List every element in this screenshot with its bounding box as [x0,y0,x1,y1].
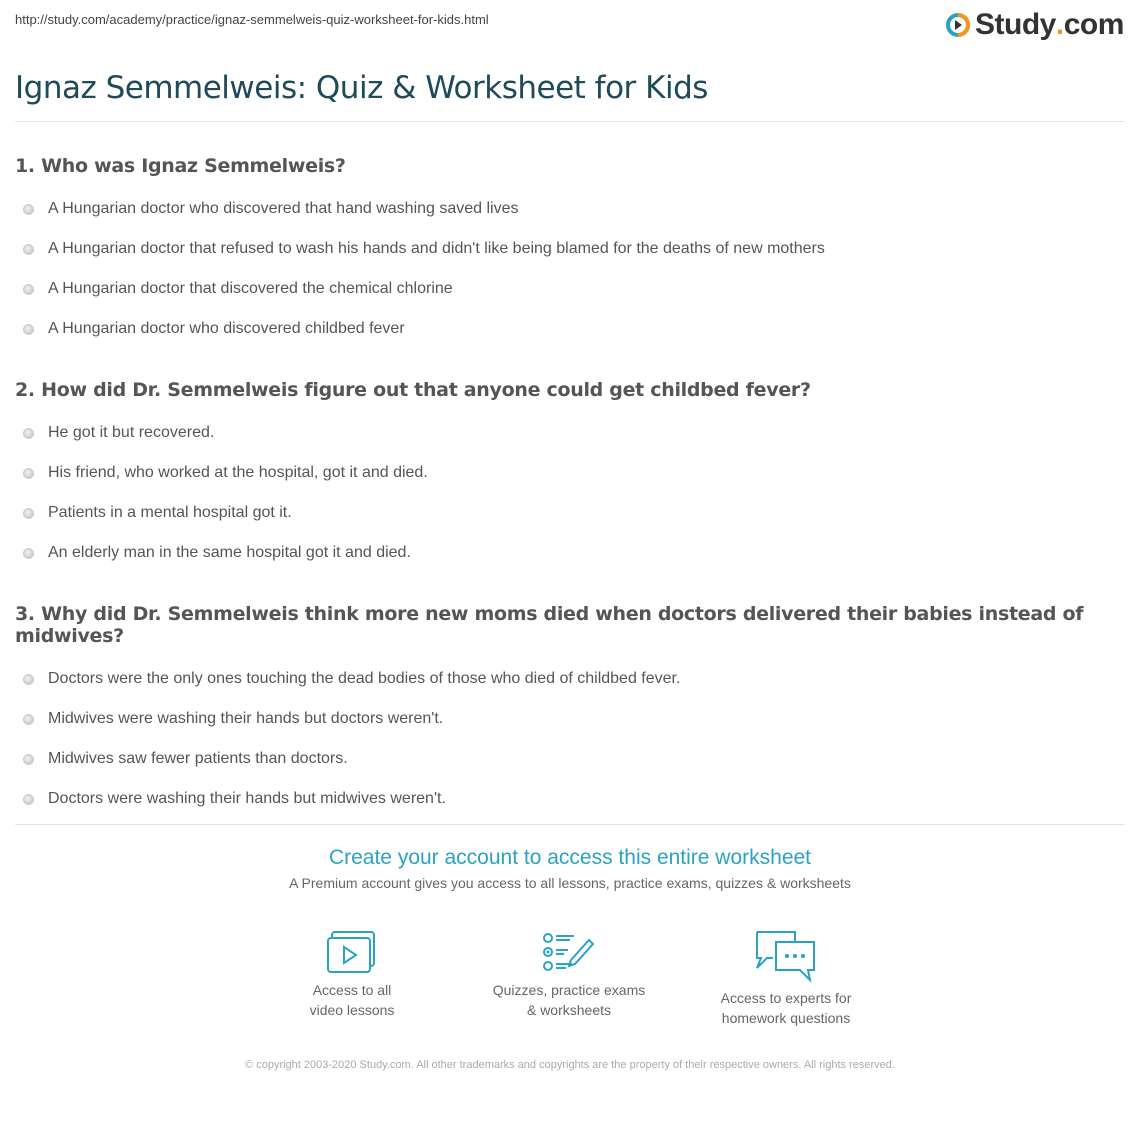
answer-option[interactable] [15,533,1130,573]
logo-name: Study [975,8,1056,41]
cta-subtitle: A Premium account gives you access to all lessons, practice exams, quizzes & worksheets [289,875,851,891]
answer-option[interactable] [15,699,1130,739]
question-3 [15,603,1130,819]
answer-option[interactable] [15,453,1130,493]
logo-tld: com [1063,8,1124,41]
answer-option[interactable] [15,189,1130,229]
divider [15,824,1125,825]
answer-option[interactable] [15,659,1130,699]
radio-button[interactable] [23,428,34,439]
question-text: 3. Why did Dr. Semmelweis think more new moms died when doctors delivered their babies instead of midwives? [15,603,1084,647]
radio-button[interactable] [23,324,34,335]
feature-line2: & worksheets [526,1002,612,1018]
feature-video [252,930,452,1020]
radio-button[interactable] [23,284,34,295]
answer-text: A Hungarian doctor who discovered that hand washing saved lives [48,200,519,217]
radio-button[interactable] [23,244,34,255]
answer-text: A Hungarian doctor that refused to wash his hands and didn't like being blamed for the deaths of new mothers [48,240,825,257]
answer-text: An elderly man in the same hospital got it and died. [48,544,411,561]
radio-button[interactable] [23,548,34,559]
play-logo-icon [945,12,971,38]
answer-text: A Hungarian doctor who discovered childbed fever [48,320,405,337]
page-title: Ignaz Semmelweis: Quiz & Worksheet for Kids [15,70,708,106]
answer-option[interactable] [15,779,1130,819]
feature-experts [686,930,886,1028]
answer-text: He got it but recovered. [48,424,215,441]
study-logo[interactable] [945,8,1124,42]
logo-dot: . [1055,8,1064,41]
page-url: http://study.com/academy/practice/ignaz-semmelweis-quiz-worksheet-for-kids.html [15,12,489,27]
question-2 [15,379,1130,573]
radio-button[interactable] [23,794,34,805]
feature-line2: video lessons [309,1002,395,1018]
answer-text: Midwives were washing their hands but doctors weren't. [48,710,444,727]
answer-option[interactable] [15,413,1130,453]
answer-text: Doctors were the only ones touching the dead bodies of those who died of childbed fever. [48,670,681,687]
answer-text: Midwives saw fewer patients than doctors. [48,750,348,767]
radio-button[interactable] [23,714,34,725]
answer-option[interactable] [15,309,1130,349]
video-icon [326,930,378,974]
radio-button[interactable] [23,508,34,519]
cta-section [0,846,1140,891]
radio-button[interactable] [23,674,34,685]
radio-button[interactable] [23,204,34,215]
answer-text: A Hungarian doctor that discovered the chemical chlorine [48,280,453,297]
quiz-icon [541,930,597,974]
question-text: 1. Who was Ignaz Semmelweis? [15,155,346,177]
divider [15,121,1125,122]
answer-text: Patients in a mental hospital got it. [48,504,292,521]
answer-option[interactable] [15,493,1130,533]
question-1 [15,155,1130,349]
cta-title[interactable]: Create your account to access this entire worksheet [328,846,812,869]
feature-line1: Access to all [312,982,392,998]
feature-quizzes [469,930,669,1020]
answer-option[interactable] [15,269,1130,309]
answer-text: His friend, who worked at the hospital, got it and died. [48,464,428,481]
chat-icon [754,930,818,982]
feature-line2: homework questions [721,1010,851,1026]
question-text: 2. How did Dr. Semmelweis figure out that anyone could get childbed fever? [15,379,811,401]
answer-option[interactable] [15,229,1130,269]
radio-button[interactable] [23,754,34,765]
copyright-footer: © copyright 2003-2020 Study.com. All other trademarks and copyrights are the property of their respective owners. All rights reserved. [245,1059,895,1071]
radio-button[interactable] [23,468,34,479]
answer-text: Doctors were washing their hands but midwives weren't. [48,790,446,807]
feature-line1: Access to experts for [720,990,852,1006]
feature-line1: Quizzes, practice exams [492,982,646,998]
answer-option[interactable] [15,739,1130,779]
